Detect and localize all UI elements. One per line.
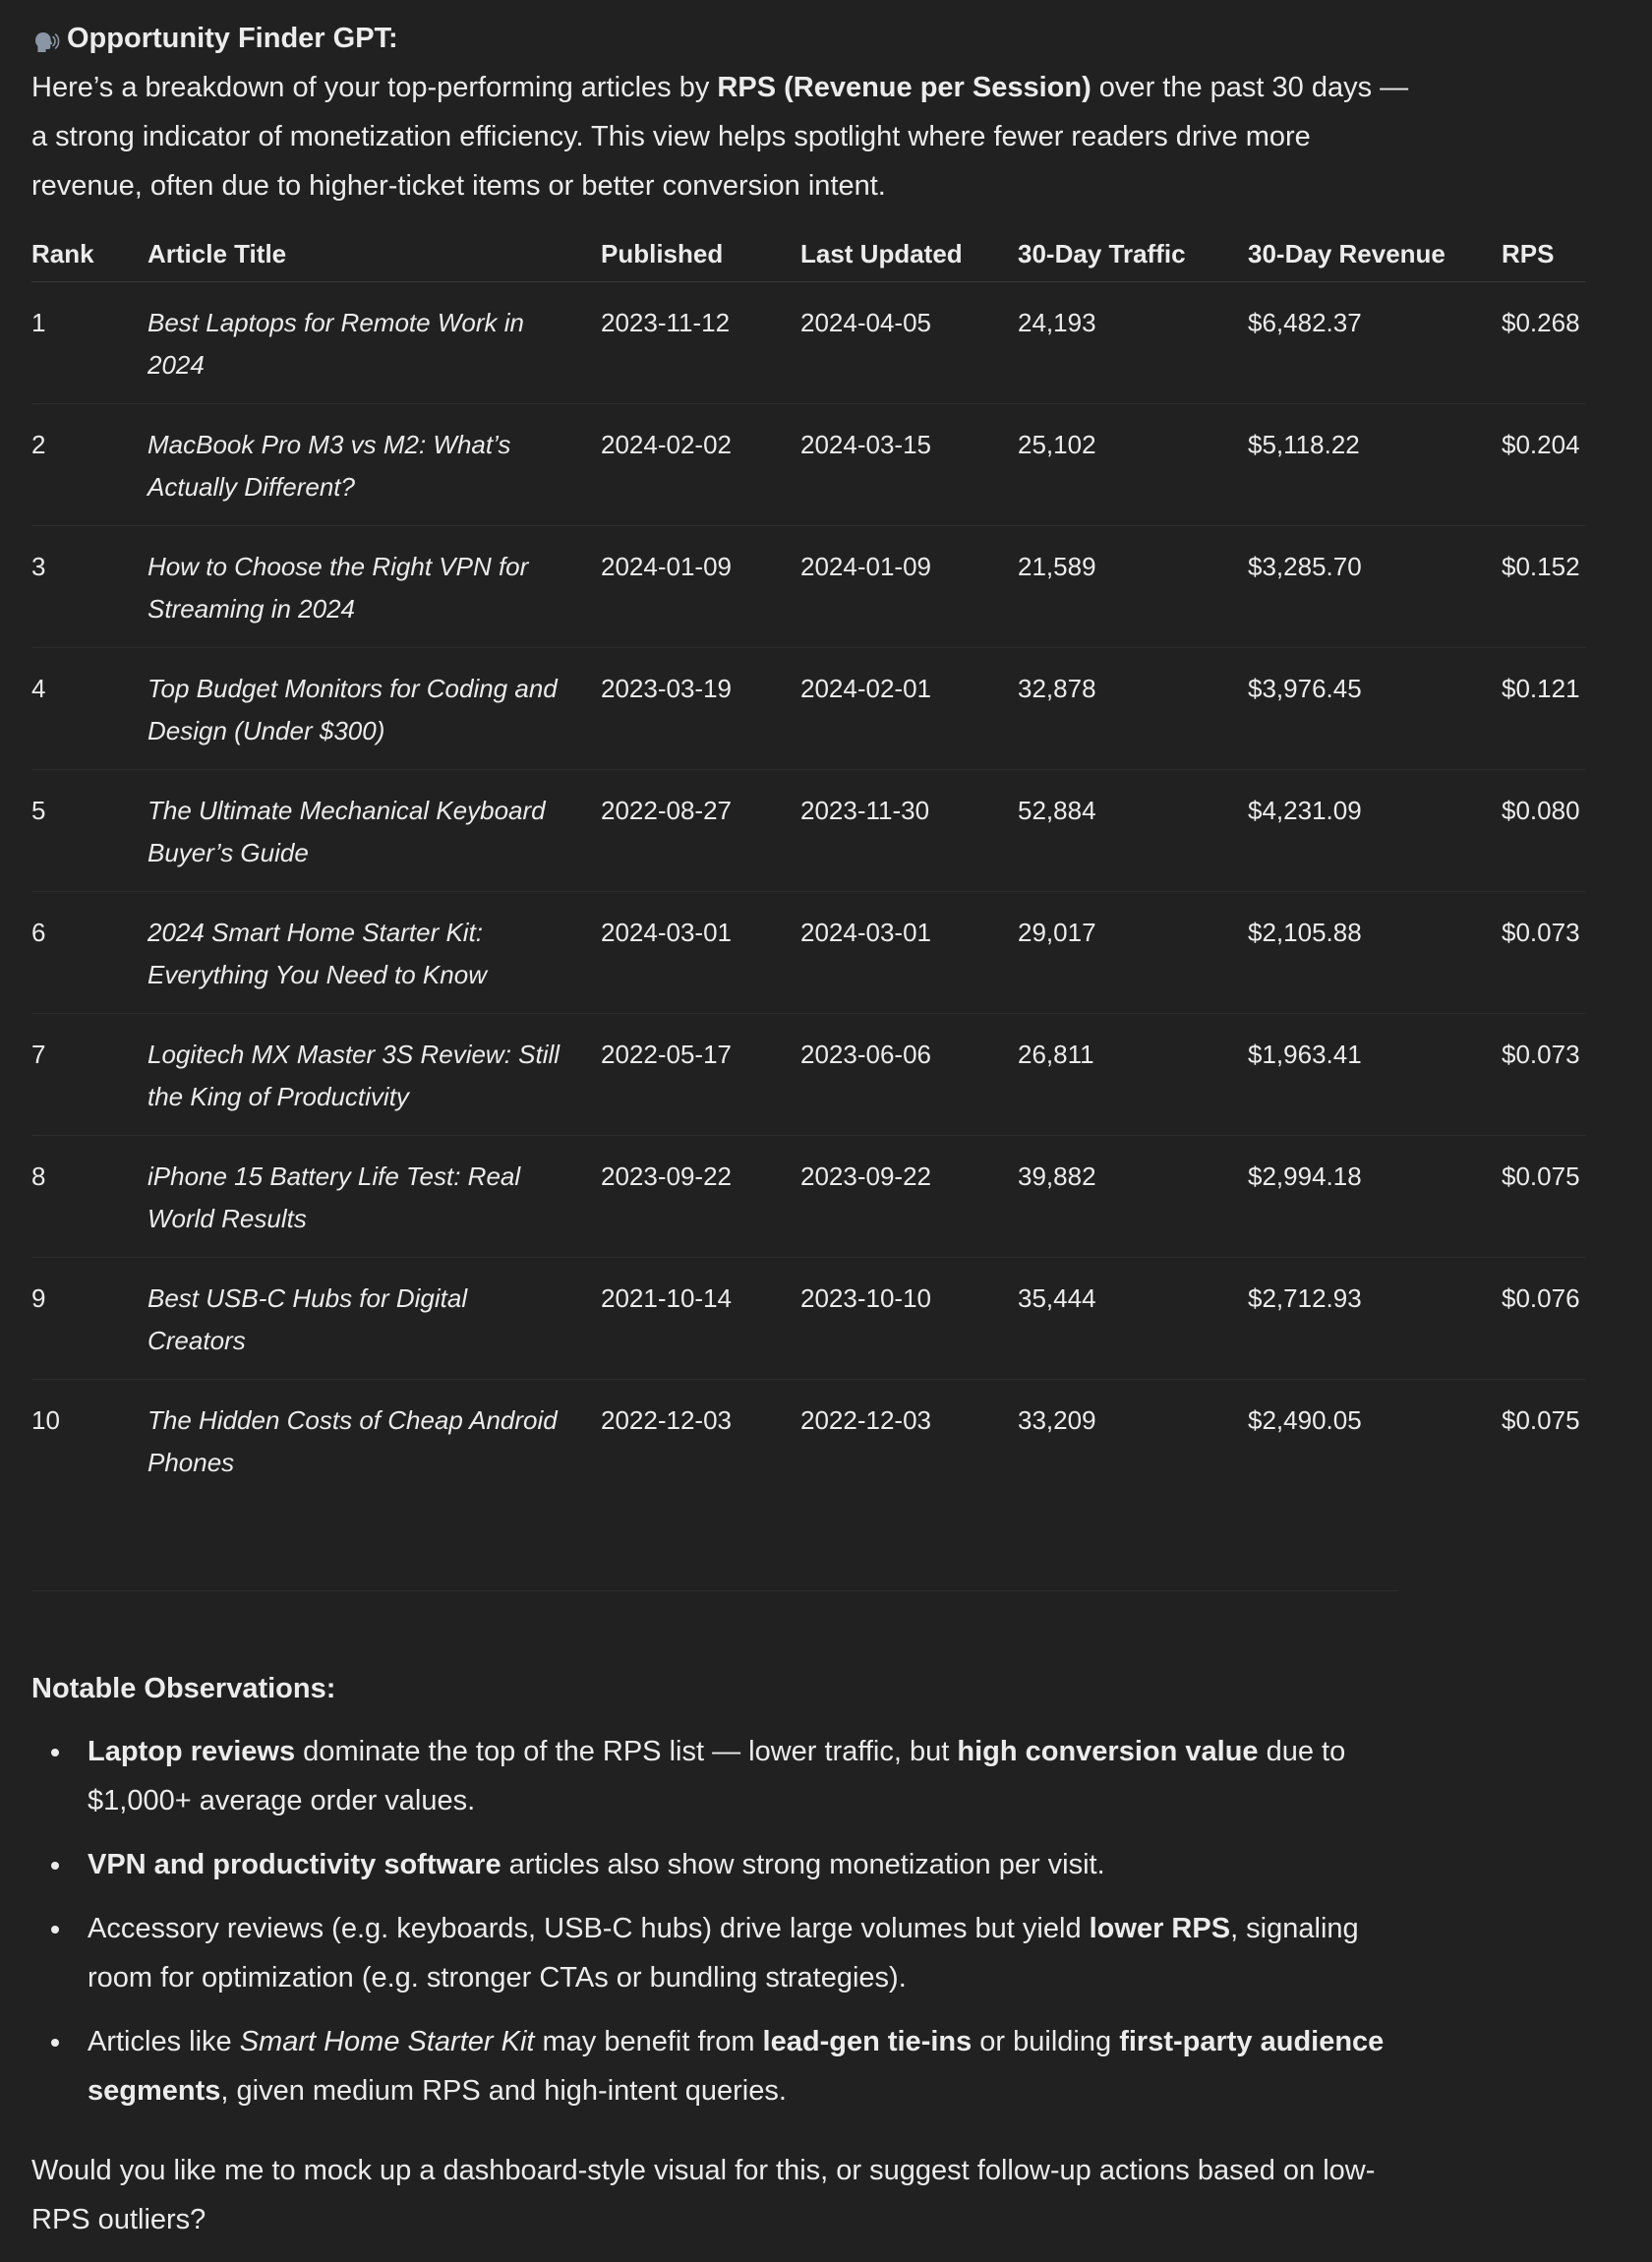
cell-published: 2021-10-14 bbox=[601, 1283, 732, 1313]
observation-bold-text: lead-gen tie-ins bbox=[762, 2026, 973, 2057]
table-row bbox=[31, 892, 1585, 1014]
observation-item bbox=[31, 1727, 1398, 1825]
cell-traffic: 26,811 bbox=[1018, 1040, 1094, 1069]
cell-rank: 5 bbox=[31, 796, 46, 825]
cell-revenue: $6,482.37 bbox=[1248, 308, 1362, 337]
cell-published: 2024-02-02 bbox=[601, 430, 732, 459]
header-published: Published bbox=[601, 239, 724, 268]
cell-revenue: $4,231.09 bbox=[1248, 796, 1362, 825]
cell-rank: 8 bbox=[31, 1161, 46, 1191]
cell-article-title: Top Budget Monitors for Coding and Design (Under $300) bbox=[148, 674, 558, 745]
header-traffic: 30-Day Traffic bbox=[1018, 239, 1186, 268]
cell-last-updated: 2024-01-09 bbox=[800, 552, 931, 581]
cell-last-updated: 2024-03-15 bbox=[800, 430, 931, 459]
table-row bbox=[31, 1258, 1585, 1380]
cell-article-title: The Ultimate Mechanical Keyboard Buyer’s Guide bbox=[148, 796, 546, 867]
cell-published: 2024-03-01 bbox=[601, 918, 732, 947]
table-row bbox=[31, 1136, 1585, 1258]
table-row bbox=[31, 404, 1585, 526]
cell-rank: 3 bbox=[31, 552, 46, 581]
header-rank: Rank bbox=[31, 239, 94, 268]
cell-last-updated: 2024-02-01 bbox=[800, 674, 931, 703]
intro-text-2: over the past 30 days — a strong indicator of monetization efficiency. This view helps spotlight where fewer readers drive more revenue, often due to higher-ticket items or better conversion intent. bbox=[31, 72, 1409, 202]
cell-traffic: 39,882 bbox=[1018, 1161, 1096, 1191]
cell-rps: $0.075 bbox=[1502, 1161, 1580, 1191]
intro-bold-rps: RPS (Revenue per Session) bbox=[717, 72, 1092, 103]
cell-last-updated: 2024-03-01 bbox=[800, 918, 931, 947]
header-rps: RPS bbox=[1502, 239, 1555, 268]
observation-bold-text: high conversion value bbox=[957, 1736, 1259, 1767]
observations-list bbox=[31, 1727, 1398, 2130]
cell-traffic: 32,878 bbox=[1018, 674, 1096, 703]
cell-revenue: $1,963.41 bbox=[1248, 1040, 1362, 1069]
table-row bbox=[31, 1014, 1585, 1136]
cell-last-updated: 2023-10-10 bbox=[800, 1283, 931, 1313]
observation-item bbox=[31, 1840, 1398, 1889]
observation-text: , signaling room for optimization (e.g. stronger CTAs or bundling strategies). bbox=[88, 1913, 1359, 1994]
cell-revenue: $5,118.22 bbox=[1248, 430, 1360, 459]
observations-title: Notable Observations: bbox=[31, 1673, 336, 1704]
observation-bold-text: lower RPS bbox=[1089, 1913, 1231, 1944]
cell-rank: 7 bbox=[31, 1040, 46, 1069]
observation-item bbox=[31, 1904, 1398, 2002]
observation-bold-text: VPN and productivity software bbox=[88, 1849, 502, 1880]
cell-revenue: $2,105.88 bbox=[1248, 918, 1362, 947]
cell-rps: $0.075 bbox=[1502, 1405, 1580, 1435]
cell-traffic: 35,444 bbox=[1018, 1283, 1096, 1313]
header-last-updated: Last Updated bbox=[800, 239, 963, 268]
header-revenue: 30-Day Revenue bbox=[1248, 239, 1446, 268]
cell-revenue: $3,976.45 bbox=[1248, 674, 1362, 703]
cell-rank: 10 bbox=[31, 1405, 60, 1435]
cell-article-title: How to Choose the Right VPN for Streaming in 2024 bbox=[148, 552, 529, 624]
rps-table bbox=[31, 226, 1585, 1501]
observation-text: or building bbox=[972, 2026, 1120, 2057]
cell-traffic: 21,589 bbox=[1018, 552, 1096, 581]
cell-article-title: The Hidden Costs of Cheap Android Phones bbox=[148, 1405, 558, 1477]
cell-rps: $0.121 bbox=[1502, 674, 1580, 703]
cell-revenue: $2,994.18 bbox=[1248, 1161, 1362, 1191]
cell-revenue: $3,285.70 bbox=[1248, 552, 1362, 581]
divider bbox=[31, 1590, 1398, 1591]
table-row bbox=[31, 526, 1585, 648]
observation-text: Accessory reviews (e.g. keyboards, USB-C hubs) drive large volumes but yield bbox=[88, 1913, 1090, 1944]
observation-text: due to $1,000+ average order values. bbox=[88, 1736, 1346, 1816]
cell-last-updated: 2022-12-03 bbox=[800, 1405, 931, 1435]
cell-rps: $0.152 bbox=[1502, 552, 1580, 581]
cell-published: 2022-12-03 bbox=[601, 1405, 732, 1435]
cell-article-title: 2024 Smart Home Starter Kit: Everything You Need to Know bbox=[148, 918, 487, 989]
cell-rank: 4 bbox=[31, 674, 46, 703]
bullet-icon bbox=[51, 2039, 59, 2047]
cell-rps: $0.076 bbox=[1502, 1283, 1580, 1313]
cell-rps: $0.080 bbox=[1502, 796, 1580, 825]
observation-text: Articles like bbox=[88, 2026, 240, 2057]
cell-last-updated: 2023-09-22 bbox=[800, 1161, 931, 1191]
observation-item bbox=[31, 2017, 1398, 2115]
table-row bbox=[31, 1380, 1585, 1501]
observation-bold-text: first-party audience segments bbox=[88, 2026, 1385, 2107]
observation-text: articles also show strong monetization per visit. bbox=[501, 1849, 1105, 1880]
speaking-head-icon bbox=[31, 24, 61, 53]
cell-rank: 1 bbox=[31, 308, 46, 337]
cell-published: 2023-03-19 bbox=[601, 674, 732, 703]
cell-rps: $0.073 bbox=[1502, 918, 1580, 947]
cell-published: 2022-08-27 bbox=[601, 796, 732, 825]
header-article-title: Article Title bbox=[148, 239, 287, 268]
observation-bold-text: Laptop reviews bbox=[88, 1736, 296, 1767]
table-row bbox=[31, 648, 1585, 770]
cell-published: 2024-01-09 bbox=[601, 552, 732, 581]
cell-last-updated: 2023-06-06 bbox=[800, 1040, 931, 1069]
cell-traffic: 29,017 bbox=[1018, 918, 1096, 947]
cell-last-updated: 2024-04-05 bbox=[800, 308, 931, 337]
cell-rps: $0.204 bbox=[1502, 430, 1580, 459]
cell-article-title: Best USB-C Hubs for Digital Creators bbox=[148, 1283, 468, 1355]
cell-rank: 9 bbox=[31, 1283, 46, 1313]
observation-text: may benefit from bbox=[534, 2026, 763, 2057]
bullet-icon bbox=[51, 1749, 59, 1756]
cell-rank: 6 bbox=[31, 918, 46, 947]
cell-revenue: $2,712.93 bbox=[1248, 1283, 1362, 1313]
intro-text-1: Here’s a breakdown of your top-performing articles by bbox=[31, 72, 718, 103]
cell-published: 2023-11-12 bbox=[601, 308, 731, 337]
cell-traffic: 25,102 bbox=[1018, 430, 1096, 459]
message-heading bbox=[31, 14, 398, 63]
cell-traffic: 24,193 bbox=[1018, 308, 1096, 337]
cell-revenue: $2,490.05 bbox=[1248, 1405, 1362, 1435]
heading-title: Opportunity Finder GPT: bbox=[67, 23, 398, 54]
observation-text: , given medium RPS and high-intent queries. bbox=[220, 2075, 787, 2107]
cell-traffic: 52,884 bbox=[1018, 796, 1096, 825]
cell-rps: $0.073 bbox=[1502, 1040, 1580, 1069]
table-row bbox=[31, 282, 1585, 404]
cell-rps: $0.268 bbox=[1502, 308, 1580, 337]
observation-italic-text: Smart Home Starter Kit bbox=[239, 2026, 535, 2057]
cell-last-updated: 2023-11-30 bbox=[800, 796, 930, 825]
cell-article-title: Logitech MX Master 3S Review: Still the King of Productivity bbox=[148, 1040, 560, 1111]
table-header bbox=[31, 226, 1585, 282]
table-row bbox=[31, 770, 1585, 892]
cell-article-title: Best Laptops for Remote Work in 2024 bbox=[148, 308, 524, 380]
cell-article-title: iPhone 15 Battery Life Test: Real World Results bbox=[148, 1161, 521, 1233]
cell-article-title: MacBook Pro M3 vs M2: What’s Actually Different? bbox=[148, 430, 511, 502]
bullet-icon bbox=[51, 1926, 59, 1934]
cell-published: 2022-05-17 bbox=[601, 1040, 732, 1069]
cell-rank: 2 bbox=[31, 430, 46, 459]
bullet-icon bbox=[51, 1862, 59, 1870]
cell-published: 2023-09-22 bbox=[601, 1161, 732, 1191]
cell-traffic: 33,209 bbox=[1018, 1405, 1096, 1435]
closing-question: Would you like me to mock up a dashboard-style visual for this, or suggest follow-up actions based on low-RPS outliers? bbox=[31, 2155, 1376, 2235]
observation-text: dominate the top of the RPS list — lower traffic, but bbox=[295, 1736, 958, 1767]
intro-paragraph bbox=[31, 63, 1428, 210]
